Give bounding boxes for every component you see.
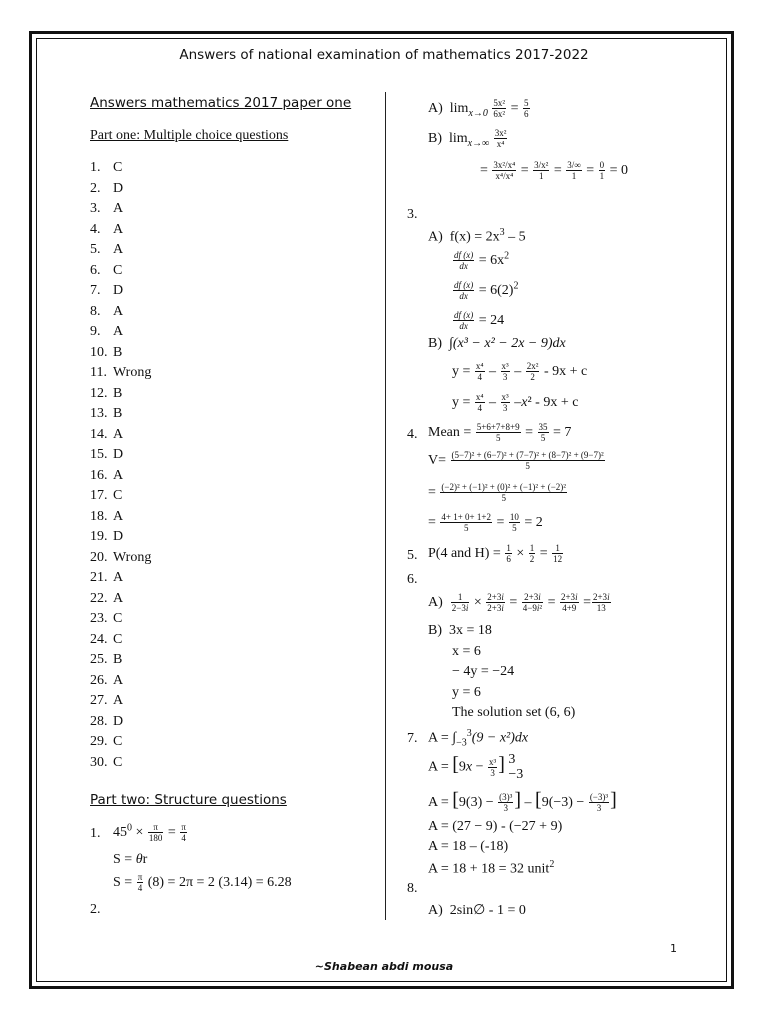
question-number: 4. xyxy=(407,427,418,442)
answer-line: A = [9(3) − $\frac{\text{(3)³}}{3}$ ] – [9(−3) − $\frac{\text{(−3)³}}{3}$ ] xyxy=(428,789,617,814)
mcq-number: 2. xyxy=(90,180,101,196)
question-number: 1. xyxy=(90,826,101,841)
answer-line: B) 3x = 18 xyxy=(428,623,492,638)
mcq-answer: A xyxy=(113,201,124,216)
answer-line: B) ∫(x³ − x² − 2x − 9)dx xyxy=(428,336,566,351)
answer-line: Mean = $\frac{5+6+7+8+9}{5}$ = $\frac{35}{5}$ = 7 xyxy=(428,422,572,444)
answer-line: V= $\frac{\text{(5−7)² + (6−7)² + (7−7)² + (8−7)² + (9−7)²}}{5}$ xyxy=(428,450,604,472)
mcq-answer: Wrong xyxy=(113,549,152,565)
mcq-number: 5. xyxy=(90,242,101,257)
mcq-number: 10. xyxy=(90,344,108,360)
mcq-number: 24. xyxy=(90,631,108,647)
mcq-answer: A xyxy=(113,693,124,708)
mcq-answer: B xyxy=(113,406,123,421)
answer-line: A) $\lim_{x\to 0}$ $\frac{\text{5x²}}{\text{6x²}}$ = $\frac{5}{6}$ xyxy=(428,98,529,120)
mcq-answer-row xyxy=(90,181,370,202)
answer-line: $A = \int_{-3}^3(9 - x^2)dx$ xyxy=(428,728,529,749)
mcq-answer: B xyxy=(113,652,123,667)
answer-line: = $\frac{\text{3x²/x⁴}}{\text{x⁴/x⁴}}$ = $\frac{\text{3/x²}}{1}$ = $\frac{3/\infty}{1}$ = $\frac{0}{1}$ = 0 xyxy=(480,160,628,182)
question-number: 5. xyxy=(407,548,418,563)
answer-line: = $\frac{\text{(−2)² + (−1)² + (0)² + (−1)² + (−2)²}}{5}$ xyxy=(428,482,566,504)
mcq-number: 6. xyxy=(90,262,101,278)
mcq-number: 4. xyxy=(90,221,101,237)
mcq-answer-row xyxy=(90,673,370,694)
answer-line: $\frac{df (x)}{dx}$ = 24 xyxy=(454,310,505,332)
mcq-answer: A xyxy=(113,467,124,483)
mcq-answer-row xyxy=(90,570,370,591)
mcq-answer-row xyxy=(90,345,370,366)
mcq-answer: A xyxy=(113,221,124,237)
answer-line: y = $\frac{\text{x⁴}}{4}$ – $\frac{\text{x³}}{3}$ – $\frac{\text{2x²}}{2}$ - 9x + c xyxy=(452,361,588,383)
mcq-answer-row xyxy=(90,714,370,735)
mcq-number: 19. xyxy=(90,529,108,544)
mcq-number: 20. xyxy=(90,549,108,565)
mcq-answer-row xyxy=(90,693,370,714)
answer-line: $45^0$ × $\frac{\pi}{180}$ = $\frac{\pi}{4}$ xyxy=(113,822,186,844)
mcq-answer: C xyxy=(113,734,123,749)
section-heading: Answers mathematics 2017 paper one xyxy=(90,95,352,111)
mcq-number: 11. xyxy=(90,365,107,380)
mcq-answer: B xyxy=(113,344,123,360)
mcq-answer: B xyxy=(113,385,123,401)
mcq-number: 9. xyxy=(90,324,101,339)
mcq-answer-row xyxy=(90,611,370,632)
page-title: Answers of national examination of mathematics 2017-2022 xyxy=(179,47,589,63)
mcq-answer: A xyxy=(113,672,124,688)
mcq-answer: D xyxy=(113,713,124,729)
answer-line: A) 2sin∅ - 1 = 0 xyxy=(428,903,526,918)
answer-line: = $\frac{4+ 1+ 0+ 1+2}{5}$ = $\frac{10}{5}$ = 2 xyxy=(428,512,543,534)
mcq-answer-row xyxy=(90,550,370,571)
answer-line: − 4y = −24 xyxy=(452,664,515,679)
mcq-number: 12. xyxy=(90,385,108,401)
page-number: 1 xyxy=(670,942,677,955)
mcq-number: 28. xyxy=(90,713,108,729)
mcq-answer-row xyxy=(90,447,370,468)
mcq-number: 16. xyxy=(90,467,108,483)
answer-line: A = (27 − 9) - (−27 + 9) xyxy=(428,819,563,834)
mcq-number: 23. xyxy=(90,611,108,626)
mcq-answer-row xyxy=(90,755,370,776)
mcq-answer-row xyxy=(90,160,370,181)
mcq-answer-row xyxy=(90,242,370,263)
answer-line: P(4 and H) = $\frac{1}{6}$ × $\frac{1}{2}$ = $\frac{1}{12}$ xyxy=(428,543,563,565)
answer-line: S = θr xyxy=(113,852,148,867)
mcq-number: 26. xyxy=(90,672,108,688)
mcq-answer: C xyxy=(113,262,123,278)
question-number: 7. xyxy=(407,731,418,746)
mcq-number: 13. xyxy=(90,406,108,421)
mcq-answer-row xyxy=(90,304,370,325)
mcq-answer: D xyxy=(113,283,124,298)
mcq-answer: A xyxy=(113,242,124,257)
answer-line: A) $\frac{1}{2-3i}$ × $\frac{2+3i}{2+3i}$ = $\frac{2+3i}{\text{4−9i²}}$ = $\frac{2+3i}{4+9}$ = $\frac{2+3i}{13}$ xyxy=(428,592,610,614)
mcq-answer-row xyxy=(90,222,370,243)
mcq-answer: A xyxy=(113,324,124,339)
mcq-answer-row xyxy=(90,468,370,489)
mcq-answer-row xyxy=(90,529,370,550)
mcq-number: 1. xyxy=(90,160,101,175)
answer-line: S = $\frac{\pi}{4}$ (8) = 2π = 2 (3.14) = 6.28 xyxy=(113,872,292,894)
mcq-answer-row xyxy=(90,509,370,530)
mcq-answer-list xyxy=(90,160,370,775)
mcq-answer: A xyxy=(113,303,124,319)
mcq-answer-row xyxy=(90,263,370,284)
mcq-answer-row xyxy=(90,201,370,222)
mcq-answer: C xyxy=(113,631,123,647)
answer-line: y = 6 xyxy=(452,685,481,700)
mcq-number: 14. xyxy=(90,426,108,442)
question-number: 3. xyxy=(407,207,418,222)
answer-line: $\frac{df (x)}{dx}$ = $6(2)^2$ xyxy=(454,280,519,302)
mcq-answer-row xyxy=(90,652,370,673)
mcq-answer: A xyxy=(113,426,124,442)
answer-line: A = 18 + 18 = 32 unit$^2$ xyxy=(428,859,555,877)
mcq-answer: C xyxy=(113,754,123,770)
answer-line: y = $\frac{\text{x⁴}}{4}$ – $\frac{\text{x³}}{3}$ –x² - 9x + c xyxy=(452,392,579,414)
mcq-number: 7. xyxy=(90,283,101,298)
mcq-answer: A xyxy=(113,590,124,606)
mcq-number: 25. xyxy=(90,652,108,667)
mcq-number: 15. xyxy=(90,447,108,462)
mcq-answer: A xyxy=(113,508,124,524)
question-number: 6. xyxy=(407,572,418,587)
mcq-number: 21. xyxy=(90,570,108,585)
part-one-heading: Part one: Multiple choice questions xyxy=(90,128,289,143)
answer-line: A = [9x − $\frac{\text{x³}}{3}$ ] 3 −3 xyxy=(428,752,524,783)
answer-line: A = 18 – (-18) xyxy=(428,839,509,854)
mcq-number: 22. xyxy=(90,590,108,606)
mcq-number: 17. xyxy=(90,488,108,503)
mcq-answer-row xyxy=(90,591,370,612)
mcq-number: 27. xyxy=(90,693,108,708)
mcq-answer: A xyxy=(113,570,124,585)
mcq-number: 8. xyxy=(90,303,101,319)
mcq-answer-row xyxy=(90,488,370,509)
mcq-answer: D xyxy=(113,529,124,544)
mcq-answer-row xyxy=(90,632,370,653)
part-two-heading: Part two: Structure questions xyxy=(90,792,287,808)
column-divider xyxy=(385,92,386,920)
mcq-answer-row xyxy=(90,386,370,407)
answer-line: A) $f(x) = 2x^3 - 5$ xyxy=(428,227,526,245)
mcq-number: 30. xyxy=(90,754,108,770)
mcq-answer-row xyxy=(90,365,370,386)
mcq-answer-row xyxy=(90,283,370,304)
answer-line: B) $\lim_{x\to\infty}$ $\frac{\text{3x²}}{\text{x⁴}}$ xyxy=(428,128,507,150)
mcq-number: 18. xyxy=(90,508,108,524)
answer-line: $\frac{df (x)}{dx}$ = $6x^2$ xyxy=(454,250,510,272)
mcq-answer-row xyxy=(90,406,370,427)
answer-line: The solution set (6, 6) xyxy=(452,705,576,720)
mcq-answer: C xyxy=(113,611,123,626)
question-number: 2. xyxy=(90,902,101,917)
mcq-number: 3. xyxy=(90,201,101,216)
question-number: 8. xyxy=(407,881,418,896)
mcq-answer-row xyxy=(90,324,370,345)
mcq-answer: D xyxy=(113,180,124,196)
answer-line: x = 6 xyxy=(452,644,481,659)
mcq-answer: D xyxy=(113,447,124,462)
mcq-answer: C xyxy=(113,160,123,175)
author-signature: ~Shabean abdi mousa xyxy=(314,960,454,973)
mcq-answer: C xyxy=(113,488,123,503)
mcq-number: 29. xyxy=(90,734,108,749)
mcq-answer-row xyxy=(90,427,370,448)
mcq-answer-row xyxy=(90,734,370,755)
mcq-answer: Wrong xyxy=(113,365,152,380)
